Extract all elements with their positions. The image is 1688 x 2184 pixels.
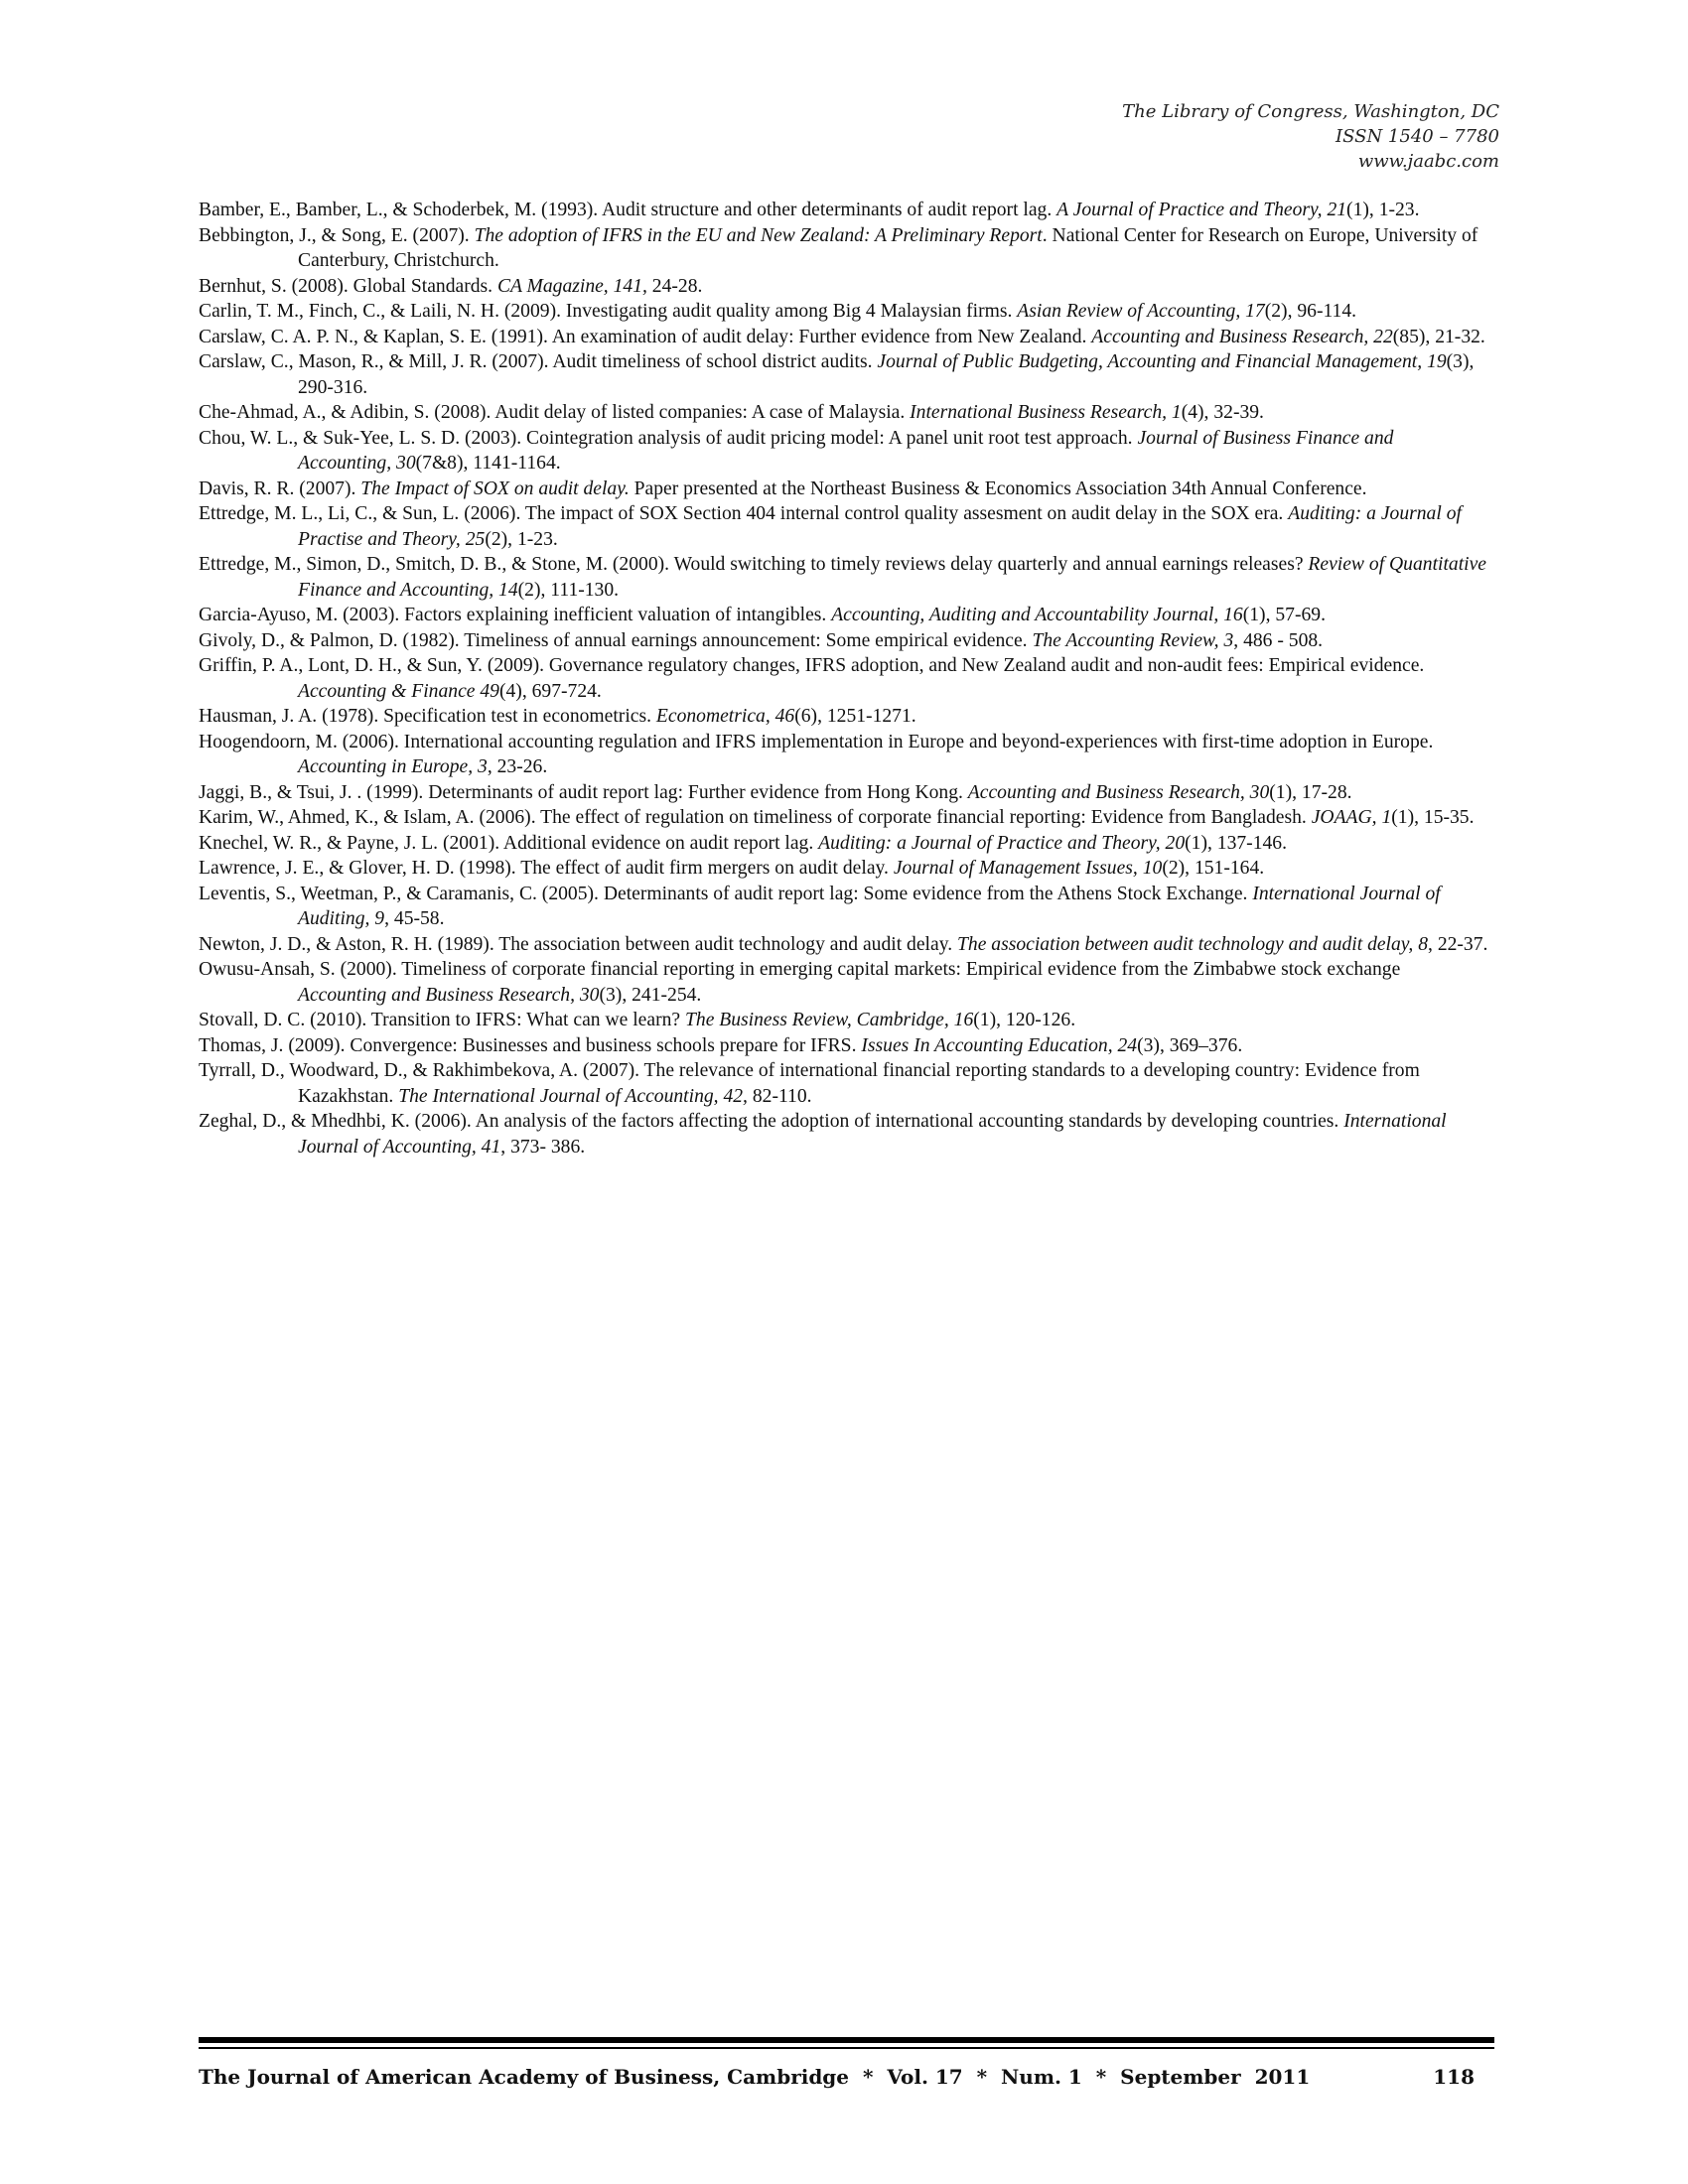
reference-source-title: JOAAG, 1 <box>1311 807 1392 828</box>
reference-source-title: Journal of Public Budgeting, Accounting and Financial Management, 19 <box>877 351 1447 372</box>
reference-source-title: Accounting in Europe, 3 <box>298 756 488 777</box>
reference-locator: (2), 96-114. <box>1264 301 1357 322</box>
reference-entry <box>199 628 1491 654</box>
reference-locator: (2), 1-23. <box>485 528 558 550</box>
reference-text: Che-Ahmad, A., & Adibin, S. (2008). Audit delay of listed companies: A case of Malaysia. <box>199 402 911 423</box>
reference-source-title: Auditing: a Journal of Practise and Theory, 25 <box>298 503 1462 550</box>
reference-text: Hoogendoorn, M. (2006). International accounting regulation and IFRS implementation in Europe and beyond-experiences with first-time adoption in Europe. <box>199 731 1434 752</box>
reference-text: Tyrrall, D., Woodward, D., & Rakhimbekova, A. (2007). The relevance of international financial reporting standards to a developing country: Evidence from Kazakhstan. <box>199 1060 1420 1107</box>
reference-text: Ettredge, M. L., Li, C., & Sun, L. (2006). The impact of SOX Section 404 internal control quality assesment on audit delay in the SOX era. <box>199 503 1289 524</box>
reference-locator: , 486 - 508. <box>1233 629 1324 651</box>
reference-source-title: Accounting and Business Research, 30 <box>967 781 1270 803</box>
reference-text: Knechel, W. R., & Payne, J. L. (2001). Additional evidence on audit report lag. <box>199 832 819 854</box>
reference-locator: (2), 151-164. <box>1162 858 1265 879</box>
reference-source-title: International Business Research, 1 <box>910 402 1182 423</box>
reference-list <box>199 198 1491 1160</box>
reference-source-title: Review of Quantitative Finance and Accounting, 14 <box>298 554 1486 601</box>
reference-source-title: Journal of Business Finance and Accounting, 30 <box>298 427 1394 474</box>
reference-text: Griffin, P. A., Lont, D. H., & Sun, Y. (2009). Governance regulatory changes, IFRS adoption, and New Zealand audit and non-audit fees: Empirical evidence. <box>199 655 1425 676</box>
reference-entry <box>199 780 1491 806</box>
running-header <box>1122 99 1499 174</box>
reference-source-title: International Journal of Auditing, 9 <box>298 883 1441 929</box>
reference-source-title: International Journal of Accounting, 41 <box>298 1111 1447 1158</box>
reference-locator: , 22-37. <box>1428 933 1488 955</box>
reference-text: Ettredge, M., Simon, D., Smitch, D. B., & Stone, M. (2000). Would switching to timely reviews delay quarterly and annual earnings releases? <box>199 554 1309 575</box>
reference-locator: 24-28. <box>646 275 703 297</box>
reference-source-title: Accounting & Finance 49 <box>298 680 499 702</box>
reference-text: Bebbington, J., & Song, E. (2007). <box>199 224 475 246</box>
reference-entry <box>199 1109 1491 1160</box>
reference-entry <box>199 932 1491 958</box>
page-number: 118 <box>1433 2065 1475 2089</box>
reference-entry <box>199 552 1491 603</box>
reference-source-title: The association between audit technology and audit delay, 8 <box>957 933 1429 955</box>
header-library: The Library of Congress, Washington, DC <box>1122 101 1499 122</box>
reference-text: Bamber, E., Bamber, L., & Schoderbek, M. (1993). Audit structure and other determinants of audit report lag. <box>199 200 1057 220</box>
reference-text: Carlin, T. M., Finch, C., & Laili, N. H. (2009). Investigating audit quality among Big 4 Malaysian firms. <box>199 301 1018 322</box>
reference-source-title: The adoption of IFRS in the EU and New Zealand: A Preliminary Report <box>474 224 1043 246</box>
reference-locator: (85), 21-32. <box>1392 326 1485 347</box>
reference-source-title: A Journal of Practice and Theory, 21 <box>1056 200 1347 220</box>
reference-text: Karim, W., Ahmed, K., & Islam, A. (2006). The effect of regulation on timeliness of corporate financial reporting: Evidence from Bangladesh. <box>199 807 1312 828</box>
reference-text: Stovall, D. C. (2010). Transition to IFRS: What can we learn? <box>199 1010 685 1030</box>
reference-entry <box>199 831 1491 857</box>
reference-locator: (6), 1251-1271. <box>794 706 916 727</box>
header-website: www.jaabc.com <box>1357 151 1499 172</box>
header-issn: ISSN 1540 – 7780 <box>1336 126 1499 147</box>
reference-entry <box>199 426 1491 477</box>
reference-source-title: CA Magazine, 141, <box>496 275 647 297</box>
reference-entry <box>199 198 1491 223</box>
reference-text: Zeghal, D., & Mhedhbi, K. (2006). An analysis of the factors affecting the adoption of international accounting standards by developing countries. <box>199 1111 1344 1132</box>
reference-text: Newton, J. D., & Aston, R. H. (1989). The association between audit technology and audit delay. <box>199 933 958 955</box>
reference-entry <box>199 501 1491 552</box>
reference-text: Owusu-Ansah, S. (2000). Timeliness of corporate financial reporting in emerging capital markets: Empirical evidence from the Zimbabwe stock exchange <box>199 959 1401 980</box>
reference-locator: (1), 1-23. <box>1346 200 1420 220</box>
reference-locator: (4), 697-724. <box>498 680 602 702</box>
reference-text: Givoly, D., & Palmon, D. (1982). Timeliness of annual earnings announcement: Some empirical evidence. <box>199 629 1033 651</box>
reference-entry <box>199 325 1491 350</box>
reference-text: Hausman, J. A. (1978). Specification test in econometrics. <box>199 706 656 727</box>
reference-locator: (1), 137-146. <box>1185 832 1287 854</box>
reference-source-title: Issues In Accounting Education, 24 <box>861 1034 1138 1056</box>
reference-locator: 82-110. <box>747 1085 812 1107</box>
reference-locator: (3), 290-316. <box>298 351 1475 398</box>
running-footer <box>199 2065 1475 2089</box>
reference-source-title: The Impact of SOX on audit delay. <box>360 478 630 499</box>
reference-text: Thomas, J. (2009). Convergence: Businesses and business schools prepare for IFRS. <box>199 1034 862 1056</box>
reference-entry <box>199 349 1491 400</box>
reference-source-title: Auditing: a Journal of Practice and Theory, 20 <box>818 832 1186 854</box>
reference-source-title: Econometrica, 46 <box>655 706 795 727</box>
footer-rule-thin <box>199 2047 1494 2049</box>
reference-text: Lawrence, J. E., & Glover, H. D. (1998). The effect of audit firm mergers on audit delay. <box>199 858 894 879</box>
reference-locator: Paper presented at the Northeast Business & Economics Association 34th Annual Conference. <box>629 478 1367 499</box>
reference-source-title: Asian Review of Accounting, 17 <box>1017 301 1265 322</box>
reference-source-title: Accounting and Business Research, 22 <box>1091 326 1393 347</box>
reference-locator: , 373- 386. <box>500 1136 586 1158</box>
reference-locator: (3), 369–376. <box>1137 1034 1243 1056</box>
footer-rule-thick <box>199 2037 1494 2043</box>
reference-source-title: The International Journal of Accounting, 42, <box>398 1085 748 1107</box>
reference-locator: (1), 120-126. <box>973 1010 1076 1030</box>
reference-entry <box>199 805 1491 831</box>
reference-locator: . National Center for Research on Europe, University of Canterbury, Christchurch. <box>298 224 1478 271</box>
reference-text: Carslaw, C., Mason, R., & Mill, J. R. (2007). Audit timeliness of school district audits. <box>199 351 878 372</box>
reference-locator: (4), 32-39. <box>1181 402 1264 423</box>
reference-entry <box>199 400 1491 426</box>
reference-entry <box>199 704 1491 730</box>
reference-text: Carslaw, C. A. P. N., & Kaplan, S. E. (1991). An examination of audit delay: Further evidence from New Zealand. <box>199 326 1092 347</box>
reference-text: Davis, R. R. (2007). <box>199 478 361 499</box>
reference-entry <box>199 856 1491 882</box>
reference-locator: (3), 241-254. <box>599 984 702 1006</box>
reference-entry <box>199 477 1491 502</box>
reference-entry <box>199 882 1491 932</box>
reference-locator: (1), 15-35. <box>1391 807 1475 828</box>
reference-text: Jaggi, B., & Tsui, J. . (1999). Determinants of audit report lag: Further evidence from Hong Kong. <box>199 781 968 803</box>
reference-locator: (2), 111-130. <box>517 579 620 601</box>
reference-text: Garcia-Ayuso, M. (2003). Factors explaining inefficient valuation of intangibles. <box>199 605 832 625</box>
reference-entry <box>199 730 1491 780</box>
reference-locator: (7&8), 1141-1164. <box>415 453 561 474</box>
reference-entry <box>199 603 1491 628</box>
reference-source-title: The Accounting Review, 3 <box>1032 629 1234 651</box>
reference-entry <box>199 1033 1491 1059</box>
reference-entry <box>199 1058 1491 1109</box>
reference-locator: , 45-58. <box>384 908 445 929</box>
reference-entry <box>199 957 1491 1008</box>
reference-locator: , 23-26. <box>487 756 548 777</box>
reference-text: Leventis, S., Weetman, P., & Caramanis, C. (2005). Determinants of audit report lag: Some evidence from the Athens Stock Exchange. <box>199 883 1253 904</box>
reference-entry <box>199 653 1491 704</box>
reference-entry <box>199 299 1491 325</box>
reference-text: Bernhut, S. (2008). Global Standards. <box>199 275 497 297</box>
reference-source-title: Accounting, Auditing and Accountability Journal, 16 <box>831 605 1243 625</box>
reference-locator: (1), 17-28. <box>1269 781 1352 803</box>
reference-entry <box>199 274 1491 300</box>
reference-entry <box>199 223 1491 274</box>
reference-entry <box>199 1008 1491 1033</box>
reference-source-title: Journal of Management Issues, 10 <box>893 858 1163 879</box>
reference-source-title: The Business Review, Cambridge, 16 <box>685 1010 974 1030</box>
footer-journal-citation: The Journal of American Academy of Business, Cambridge * Vol. 17 * Num. 1 * September 2011 <box>199 2065 1311 2089</box>
reference-locator: (1), 57-69. <box>1242 605 1326 625</box>
reference-source-title: Accounting and Business Research, 30 <box>298 984 600 1006</box>
reference-text: Chou, W. L., & Suk-Yee, L. S. D. (2003). Cointegration analysis of audit pricing model: A panel unit root test approach. <box>199 427 1138 449</box>
